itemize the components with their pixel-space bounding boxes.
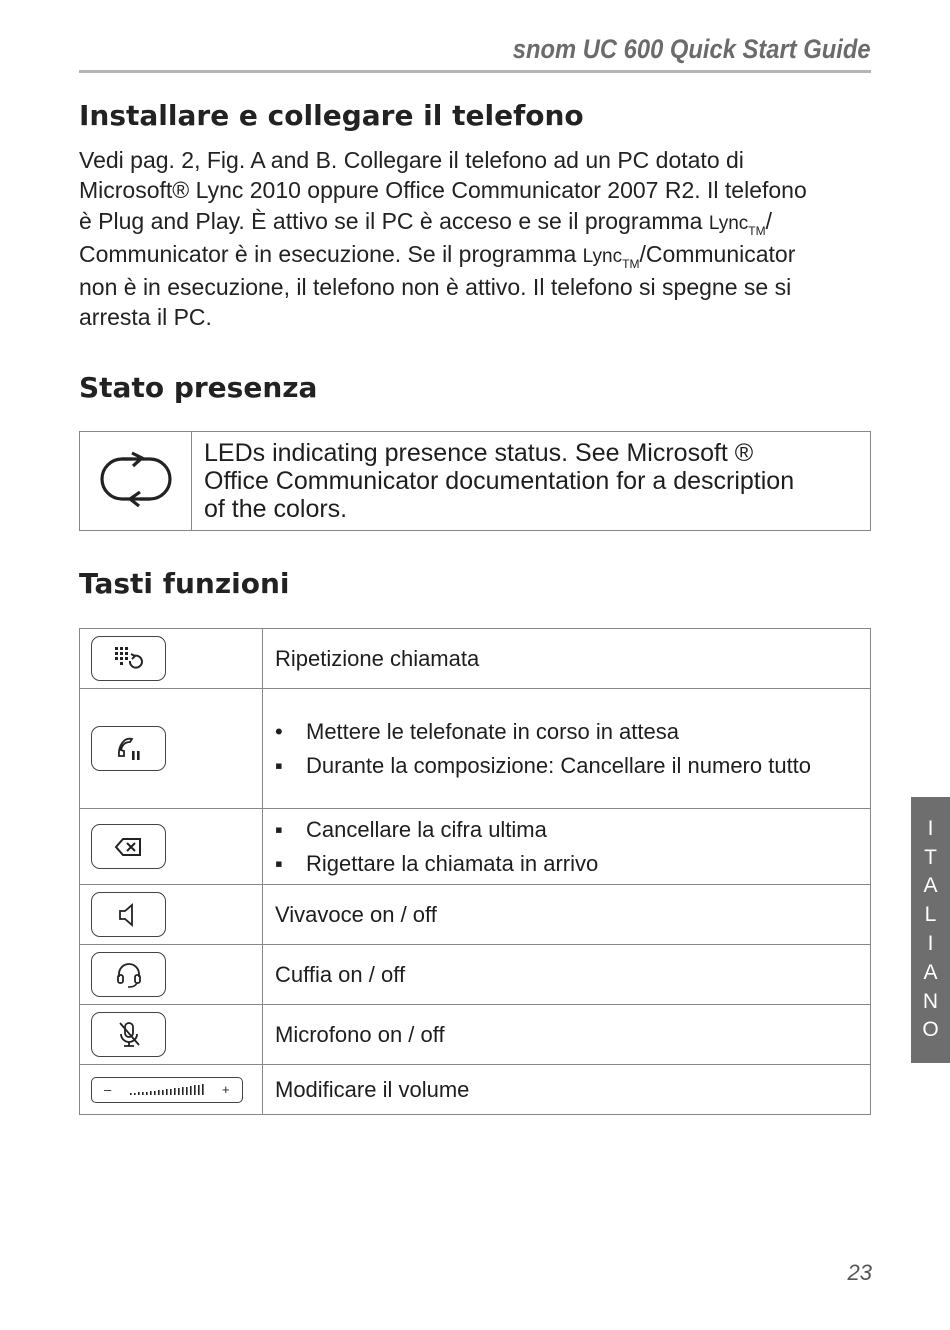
language-letter: A (923, 874, 938, 898)
key-icon-cell (80, 809, 263, 885)
presence-line-1: LEDs indicating presence status. See Microsoft ® (204, 439, 754, 467)
header-divider (79, 70, 871, 73)
presence-heading: Stato presenza (79, 371, 318, 404)
key-row-volume (80, 1065, 871, 1115)
list-item (275, 815, 870, 845)
bullet-text: Cancellare la cifra ultima (306, 816, 547, 842)
key-row-speaker (80, 885, 871, 945)
install-line-3b: / (765, 207, 772, 234)
headset-icon (114, 960, 144, 990)
language-letter: I (927, 932, 934, 955)
redial-key (91, 636, 166, 681)
guide-title: snom UC 600 Quick Start Guide (513, 34, 871, 64)
headset-key (91, 952, 166, 997)
list-item (275, 717, 840, 747)
presence-sync-icon (96, 445, 176, 513)
mic-key (91, 1012, 166, 1057)
key-description: Cuffia on / off (263, 945, 871, 1005)
key-icon-cell (80, 1005, 263, 1065)
key-row-headset (80, 945, 871, 1005)
key-icon-cell (80, 629, 263, 689)
speaker-icon (114, 900, 144, 930)
volume-key (91, 1077, 243, 1103)
language-letter: L (924, 903, 937, 927)
language-letter: A (923, 960, 938, 984)
install-paragraph (79, 145, 879, 333)
key-icon-cell (80, 885, 263, 945)
install-line-2: Microsoft® Lync 2010 oppure Office Communicator 2007 R2. Il telefono (79, 177, 807, 204)
bullet-marker: • (275, 718, 283, 744)
presence-line-2: Office Communicator documentation for a description (204, 467, 795, 495)
key-description: Ripetizione chiamata (263, 629, 871, 689)
tm-mark: TM (622, 256, 640, 271)
language-tab (911, 797, 950, 1063)
redial-icon (112, 645, 146, 673)
bullet-text: Mettere le telefonate in corso in attesa (306, 718, 679, 744)
list-item (275, 849, 870, 879)
volume-icon (94, 1079, 240, 1101)
key-description: Modificare il volume (263, 1065, 871, 1115)
language-letter: N (922, 989, 939, 1013)
lync-label: Lync (708, 212, 749, 234)
key-description (263, 809, 871, 885)
language-letter: O (922, 1018, 939, 1042)
volume-minus: – (104, 1081, 112, 1097)
key-row-mic (80, 1005, 871, 1065)
mic-mute-icon (114, 1019, 144, 1051)
install-line-3a: è Plug and Play. È attivo se il PC è acceso e se il programma (79, 207, 709, 234)
speaker-key (91, 892, 166, 937)
key-icon-cell (80, 1065, 263, 1115)
install-line-1: Vedi pag. 2, Fig. A and B. Collegare il telefono ad un PC dotato di (79, 147, 744, 173)
backspace-key (91, 824, 166, 869)
list-item (275, 751, 840, 781)
volume-plus: + (222, 1081, 230, 1097)
key-description: Microfono on / off (263, 1005, 871, 1065)
presence-table (79, 431, 871, 531)
key-icon-cell (80, 945, 263, 1005)
backspace-icon (112, 833, 146, 861)
backspace-bullets (275, 815, 870, 879)
install-line-6: arresta il PC. (79, 304, 212, 331)
install-line-5: non è in esecuzione, il telefono non è attivo. Il telefono si spegne se si (79, 274, 792, 301)
key-row-redial (80, 629, 871, 689)
bullet-marker: ▪ (275, 816, 283, 842)
lync-label: Lync (582, 245, 623, 267)
page-number: 23 (847, 1260, 872, 1285)
hold-icon (112, 734, 146, 764)
install-line-4a: Communicator è in esecuzione. Se il programma (79, 240, 583, 267)
presence-line-3: of the colors. (204, 495, 348, 523)
bullet-text: Durante la composizione: Cancellare il numero tutto (306, 752, 812, 778)
key-row-backspace (80, 809, 871, 885)
language-letter: I (927, 816, 934, 840)
install-heading: Installare e collegare il telefono (79, 99, 584, 132)
bullet-marker: ▪ (275, 752, 283, 778)
key-description: Vivavoce on / off (263, 885, 871, 945)
presence-description (192, 432, 871, 531)
keys-heading: Tasti funzioni (79, 567, 290, 600)
install-line-4b: /Communicator (639, 240, 796, 267)
presence-row (80, 432, 871, 531)
volume-level-bars (130, 1084, 204, 1095)
key-row-hold (80, 689, 871, 809)
key-icon-cell (80, 689, 263, 809)
bullet-text: Rigettare la chiamata in arrivo (306, 850, 599, 876)
presence-icon-cell (80, 432, 192, 531)
key-description (263, 689, 871, 809)
hold-bullets (275, 717, 840, 781)
function-keys-table (79, 628, 871, 1115)
bullet-marker: ▪ (275, 850, 283, 876)
language-letter: T (924, 845, 937, 869)
tm-mark: TM (748, 223, 766, 238)
hold-key (91, 726, 166, 771)
